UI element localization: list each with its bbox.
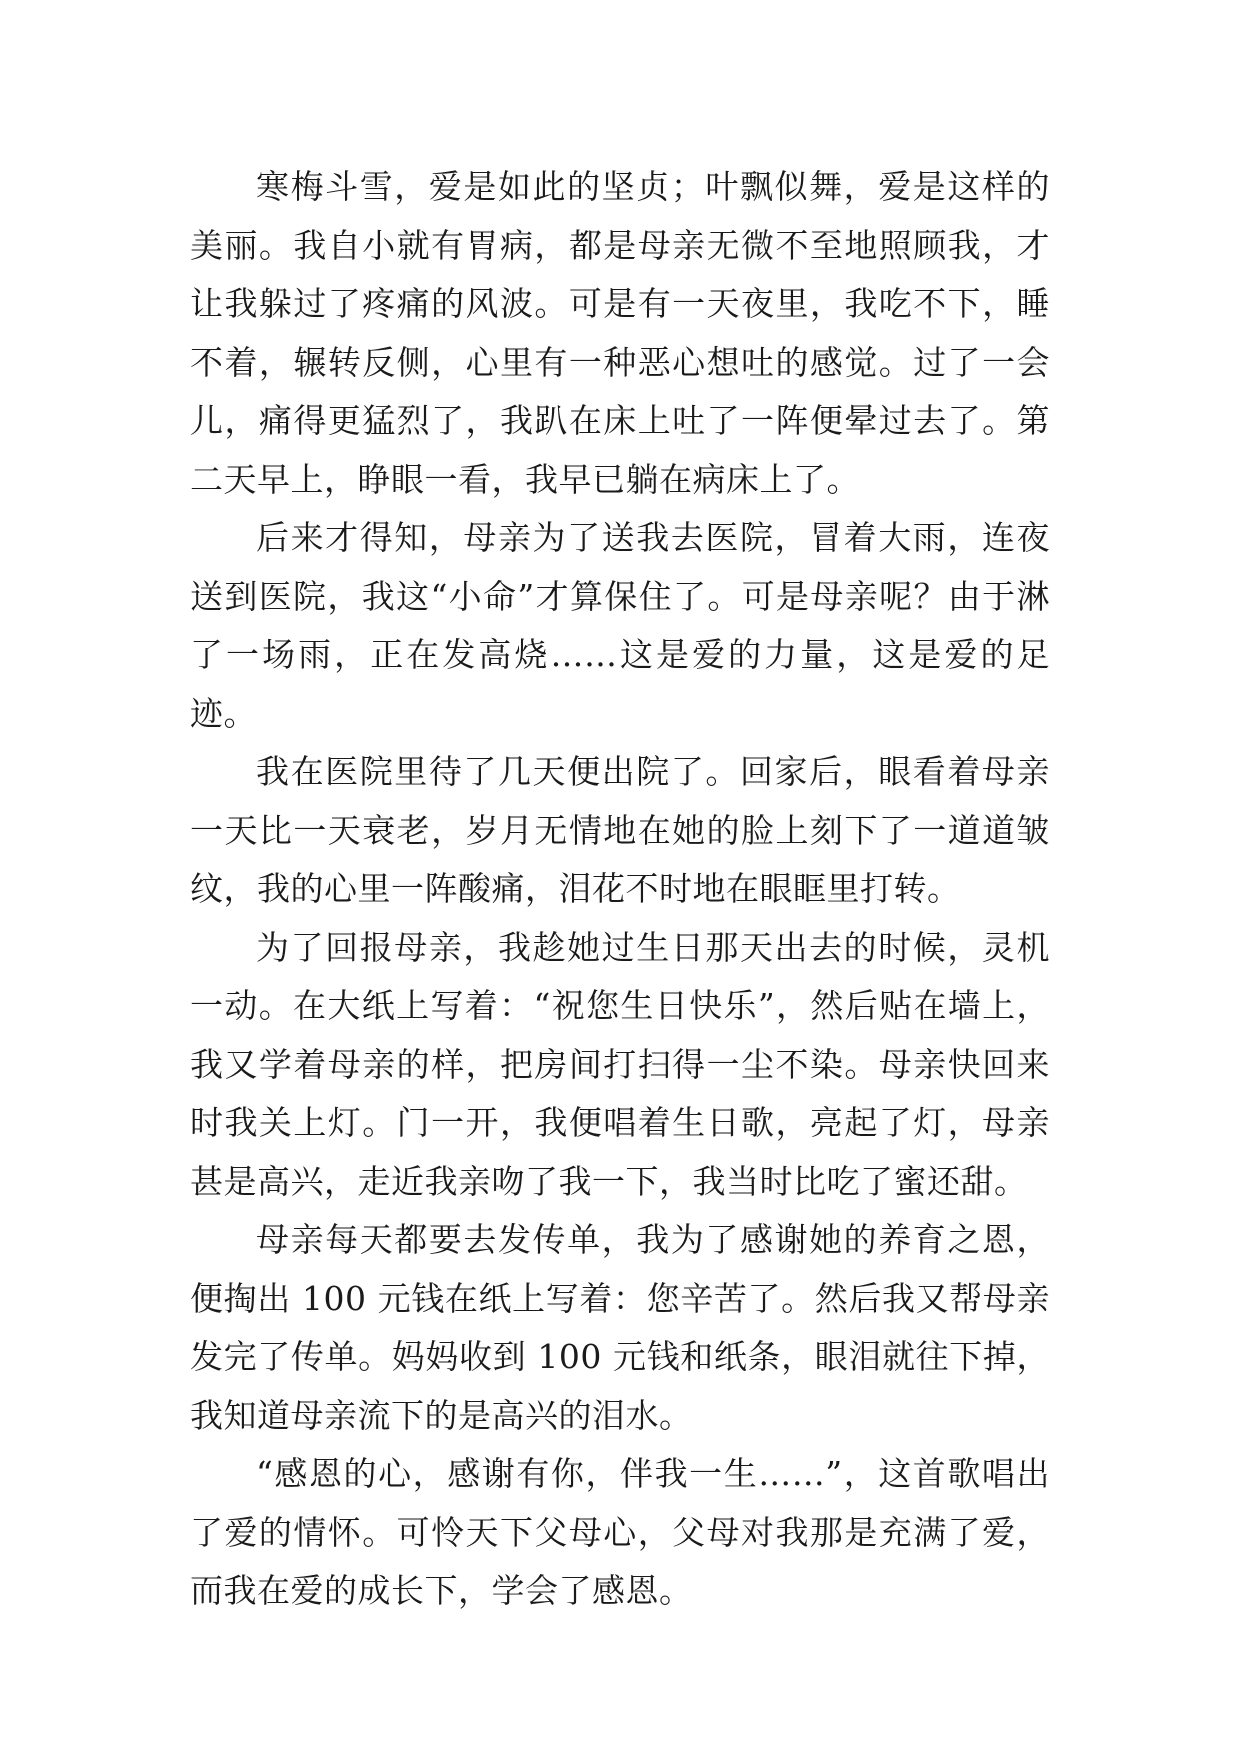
paragraph-2: 后来才得知，母亲为了送我去医院，冒着大雨，连夜送到医院，我这“小命”才算保住了。可是母亲呢？由于淋了一场雨，正在发高烧……这是爱的力量，这是爱的足迹。: [190, 518, 1050, 733]
essay-body: [190, 158, 1050, 1621]
paragraph-5: 母亲每天都要去发传单，我为了感谢她的养育之恩，便掏出 100 元钱在纸上写着：您辛苦了。然后我又帮母亲发完了传单。妈妈收到 100 元钱和纸条，眼泪就往下掉，我知道母亲流下的是高兴的泪水。: [190, 1220, 1050, 1435]
paragraph-4: 为了回报母亲，我趁她过生日那天出去的时候，灵机一动。在大纸上写着：“祝您生日快乐”，然后贴在墙上，我又学着母亲的样，把房间打扫得一尘不染。母亲快回来时我关上灯。门一开，我便唱着生日歌，亮起了灯，母亲甚是高兴，走近我亲吻了我一下，我当时比吃了蜜还甜。: [190, 927, 1050, 1201]
paragraph-3: 我在医院里待了几天便出院了。回家后，眼看着母亲一天比一天衰老，岁月无情地在她的脸上刻下了一道道皱纹，我的心里一阵酸痛，泪花不时地在眼眶里打转。: [190, 752, 1050, 908]
paragraph-1: 寒梅斗雪，爱是如此的坚贞；叶飘似舞，爱是这样的美丽。我自小就有胃病，都是母亲无微不至地照顾我，才让我躲过了疼痛的风波。可是有一天夜里，我吃不下，睡不着，辗转反侧，心里有一种恶心想吐的感觉。过了一会儿，痛得更猛烈了，我趴在床上吐了一阵便晕过去了。第二天早上，睁眼一看，我早已躺在病床上了。: [190, 167, 1050, 499]
paragraph-6: “感恩的心，感谢有你，伴我一生……”，这首歌唱出了爱的情怀。可怜天下父母心，父母对我那是充满了爱，而我在爱的成长下，学会了感恩。: [190, 1454, 1050, 1610]
